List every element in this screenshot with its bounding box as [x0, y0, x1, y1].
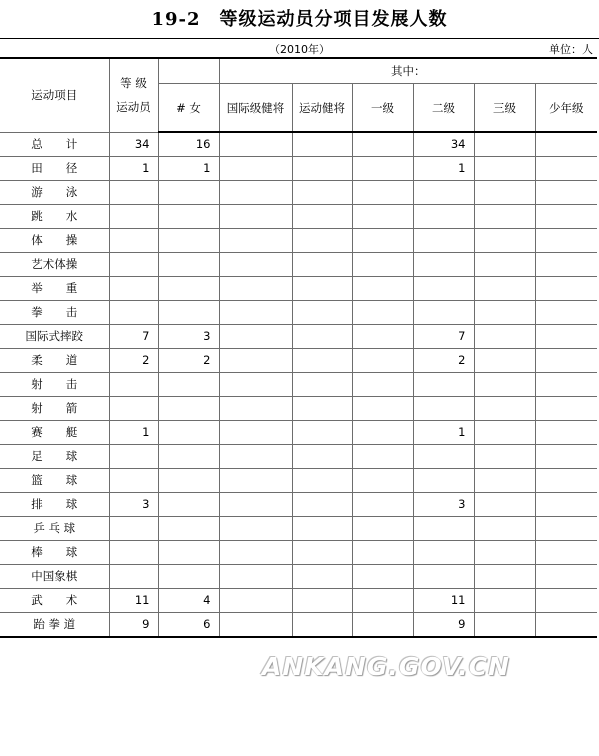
total-cell — [109, 517, 158, 541]
international-cell — [219, 181, 292, 205]
header-blank — [158, 58, 219, 84]
total-cell — [109, 277, 158, 301]
sport-name-cell: 篮 球 — [0, 469, 109, 493]
master-cell — [292, 613, 352, 638]
sport-name-cell: 乒 乓 球 — [0, 517, 109, 541]
total-cell: 1 — [109, 157, 158, 181]
third-cell — [474, 205, 535, 229]
master-cell — [292, 253, 352, 277]
sport-name-cell: 射 击 — [0, 373, 109, 397]
female-cell — [158, 541, 219, 565]
table-row — [0, 373, 597, 397]
master-cell — [292, 157, 352, 181]
total-cell — [109, 253, 158, 277]
sport-name-cell: 棒 球 — [0, 541, 109, 565]
first-cell — [352, 181, 413, 205]
master-cell — [292, 181, 352, 205]
female-cell — [158, 373, 219, 397]
subtitle-row — [0, 38, 599, 57]
junior-cell — [535, 469, 597, 493]
female-cell — [158, 301, 219, 325]
international-cell — [219, 565, 292, 589]
third-cell — [474, 469, 535, 493]
total-cell — [109, 469, 158, 493]
first-cell — [352, 541, 413, 565]
sport-name-cell: 跆 拳 道 — [0, 613, 109, 638]
second-cell — [413, 541, 474, 565]
sport-name-cell: 赛 艇 — [0, 421, 109, 445]
third-cell — [474, 301, 535, 325]
second-cell: 2 — [413, 349, 474, 373]
first-cell — [352, 493, 413, 517]
second-cell: 34 — [413, 132, 474, 157]
junior-cell — [535, 157, 597, 181]
international-cell — [219, 445, 292, 469]
junior-cell — [535, 229, 597, 253]
header-female: # 女 — [158, 84, 219, 133]
header-junior: 少年级 — [535, 84, 597, 133]
second-cell: 11 — [413, 589, 474, 613]
first-cell — [352, 421, 413, 445]
unit-label: 单位：人 — [549, 43, 593, 56]
table-row — [0, 469, 597, 493]
international-cell — [219, 397, 292, 421]
third-cell — [474, 253, 535, 277]
sport-name-cell: 举 重 — [0, 277, 109, 301]
table-row — [0, 277, 597, 301]
table-row — [0, 253, 597, 277]
international-cell — [219, 517, 292, 541]
female-cell — [158, 421, 219, 445]
master-cell — [292, 301, 352, 325]
international-cell — [219, 325, 292, 349]
table-row — [0, 565, 597, 589]
total-cell: 7 — [109, 325, 158, 349]
third-cell — [474, 157, 535, 181]
sport-name-cell: 柔 道 — [0, 349, 109, 373]
sport-name-cell: 射 箭 — [0, 397, 109, 421]
master-cell — [292, 421, 352, 445]
total-cell — [109, 301, 158, 325]
international-cell — [219, 469, 292, 493]
header-international: 国际级健将 — [219, 84, 292, 133]
page-title: 19-2 等级运动员分项目发展人数 — [151, 9, 448, 30]
second-cell — [413, 373, 474, 397]
female-cell — [158, 253, 219, 277]
third-cell — [474, 397, 535, 421]
master-cell — [292, 349, 352, 373]
first-cell — [352, 277, 413, 301]
second-cell — [413, 205, 474, 229]
sport-name-cell: 足 球 — [0, 445, 109, 469]
international-cell — [219, 493, 292, 517]
third-cell — [474, 277, 535, 301]
female-cell: 6 — [158, 613, 219, 638]
master-cell — [292, 445, 352, 469]
total-cell: 2 — [109, 349, 158, 373]
international-cell — [219, 541, 292, 565]
header-grade-athletes: 等 级 运动员 — [109, 58, 158, 132]
junior-cell — [535, 181, 597, 205]
first-cell — [352, 229, 413, 253]
sport-name-cell: 武 术 — [0, 589, 109, 613]
junior-cell — [535, 205, 597, 229]
female-cell — [158, 445, 219, 469]
second-cell: 9 — [413, 613, 474, 638]
female-cell: 1 — [158, 157, 219, 181]
first-cell — [352, 325, 413, 349]
master-cell — [292, 517, 352, 541]
total-cell: 3 — [109, 493, 158, 517]
second-cell — [413, 565, 474, 589]
first-cell — [352, 349, 413, 373]
junior-cell — [535, 253, 597, 277]
junior-cell — [535, 277, 597, 301]
female-cell — [158, 277, 219, 301]
third-cell — [474, 493, 535, 517]
second-cell: 7 — [413, 325, 474, 349]
total-cell: 34 — [109, 132, 158, 157]
second-cell — [413, 229, 474, 253]
third-cell — [474, 229, 535, 253]
first-cell — [352, 205, 413, 229]
first-cell — [352, 565, 413, 589]
second-cell — [413, 397, 474, 421]
junior-cell — [535, 589, 597, 613]
first-cell — [352, 613, 413, 638]
third-cell — [474, 565, 535, 589]
female-cell: 16 — [158, 132, 219, 157]
sport-name-cell: 体 操 — [0, 229, 109, 253]
total-cell — [109, 397, 158, 421]
sport-name-cell: 总 计 — [0, 132, 109, 157]
table-row — [0, 132, 597, 157]
table-row — [0, 157, 597, 181]
junior-cell — [535, 301, 597, 325]
table-row — [0, 517, 597, 541]
table-row — [0, 613, 597, 638]
master-cell — [292, 373, 352, 397]
sport-name-cell: 排 球 — [0, 493, 109, 517]
first-cell — [352, 445, 413, 469]
second-cell — [413, 301, 474, 325]
total-cell: 9 — [109, 613, 158, 638]
international-cell — [219, 229, 292, 253]
female-cell — [158, 469, 219, 493]
female-cell — [158, 205, 219, 229]
junior-cell — [535, 397, 597, 421]
table-row — [0, 397, 597, 421]
total-cell — [109, 205, 158, 229]
second-cell — [413, 277, 474, 301]
third-cell — [474, 589, 535, 613]
international-cell — [219, 277, 292, 301]
table-row — [0, 541, 597, 565]
international-cell — [219, 613, 292, 638]
table-row — [0, 421, 597, 445]
international-cell — [219, 301, 292, 325]
master-cell — [292, 229, 352, 253]
female-cell: 2 — [158, 349, 219, 373]
table-row — [0, 301, 597, 325]
total-cell — [109, 181, 158, 205]
master-cell — [292, 205, 352, 229]
table-row — [0, 445, 597, 469]
junior-cell — [535, 349, 597, 373]
third-cell — [474, 132, 535, 157]
total-cell: 11 — [109, 589, 158, 613]
sport-name-cell: 艺术体操 — [0, 253, 109, 277]
third-cell — [474, 373, 535, 397]
master-cell — [292, 325, 352, 349]
table-row — [0, 325, 597, 349]
master-cell — [292, 132, 352, 157]
sport-name-cell: 游 泳 — [0, 181, 109, 205]
female-cell — [158, 181, 219, 205]
second-cell: 1 — [413, 157, 474, 181]
junior-cell — [535, 445, 597, 469]
junior-cell — [535, 613, 597, 638]
second-cell — [413, 469, 474, 493]
master-cell — [292, 397, 352, 421]
first-cell — [352, 469, 413, 493]
second-cell — [413, 253, 474, 277]
master-cell — [292, 541, 352, 565]
sport-name-cell: 拳 击 — [0, 301, 109, 325]
third-cell — [474, 517, 535, 541]
master-cell — [292, 493, 352, 517]
third-cell — [474, 541, 535, 565]
master-cell — [292, 589, 352, 613]
table-row — [0, 181, 597, 205]
female-cell — [158, 517, 219, 541]
second-cell — [413, 445, 474, 469]
table-row — [0, 589, 597, 613]
female-cell: 4 — [158, 589, 219, 613]
international-cell — [219, 589, 292, 613]
sport-name-cell: 跳 水 — [0, 205, 109, 229]
first-cell — [352, 517, 413, 541]
international-cell — [219, 157, 292, 181]
header-third: 三级 — [474, 84, 535, 133]
second-cell — [413, 181, 474, 205]
junior-cell — [535, 565, 597, 589]
table-row — [0, 349, 597, 373]
junior-cell — [535, 373, 597, 397]
second-cell — [413, 517, 474, 541]
sport-name-cell: 中国象棋 — [0, 565, 109, 589]
female-cell — [158, 493, 219, 517]
junior-cell — [535, 541, 597, 565]
header-sport: 运动项目 — [0, 58, 109, 132]
second-cell: 3 — [413, 493, 474, 517]
third-cell — [474, 445, 535, 469]
table-row — [0, 493, 597, 517]
table-row — [0, 205, 597, 229]
sport-name-cell: 田 径 — [0, 157, 109, 181]
total-cell — [109, 541, 158, 565]
first-cell — [352, 397, 413, 421]
master-cell — [292, 565, 352, 589]
international-cell — [219, 349, 292, 373]
total-cell — [109, 565, 158, 589]
junior-cell — [535, 325, 597, 349]
header-master: 运动健将 — [292, 84, 352, 133]
first-cell — [352, 157, 413, 181]
third-cell — [474, 325, 535, 349]
international-cell — [219, 373, 292, 397]
athlete-table — [0, 57, 597, 638]
third-cell — [474, 349, 535, 373]
third-cell — [474, 421, 535, 445]
first-cell — [352, 132, 413, 157]
junior-cell — [535, 132, 597, 157]
total-cell: 1 — [109, 421, 158, 445]
master-cell — [292, 469, 352, 493]
third-cell — [474, 613, 535, 638]
female-cell — [158, 229, 219, 253]
female-cell: 3 — [158, 325, 219, 349]
junior-cell — [535, 517, 597, 541]
first-cell — [352, 301, 413, 325]
international-cell — [219, 132, 292, 157]
watermark-text: ANKANG.GOV.CN — [262, 652, 511, 681]
female-cell — [158, 397, 219, 421]
master-cell — [292, 277, 352, 301]
international-cell — [219, 421, 292, 445]
header-of-which: 其中： — [219, 58, 597, 84]
table-row — [0, 229, 597, 253]
header-second: 二级 — [413, 84, 474, 133]
sport-name-cell: 国际式摔跤 — [0, 325, 109, 349]
international-cell — [219, 205, 292, 229]
year-label: （2010年） — [269, 43, 330, 56]
junior-cell — [535, 493, 597, 517]
second-cell: 1 — [413, 421, 474, 445]
first-cell — [352, 589, 413, 613]
header-first: 一级 — [352, 84, 413, 133]
total-cell — [109, 445, 158, 469]
total-cell — [109, 373, 158, 397]
female-cell — [158, 565, 219, 589]
junior-cell — [535, 421, 597, 445]
first-cell — [352, 253, 413, 277]
total-cell — [109, 229, 158, 253]
first-cell — [352, 373, 413, 397]
international-cell — [219, 253, 292, 277]
third-cell — [474, 181, 535, 205]
